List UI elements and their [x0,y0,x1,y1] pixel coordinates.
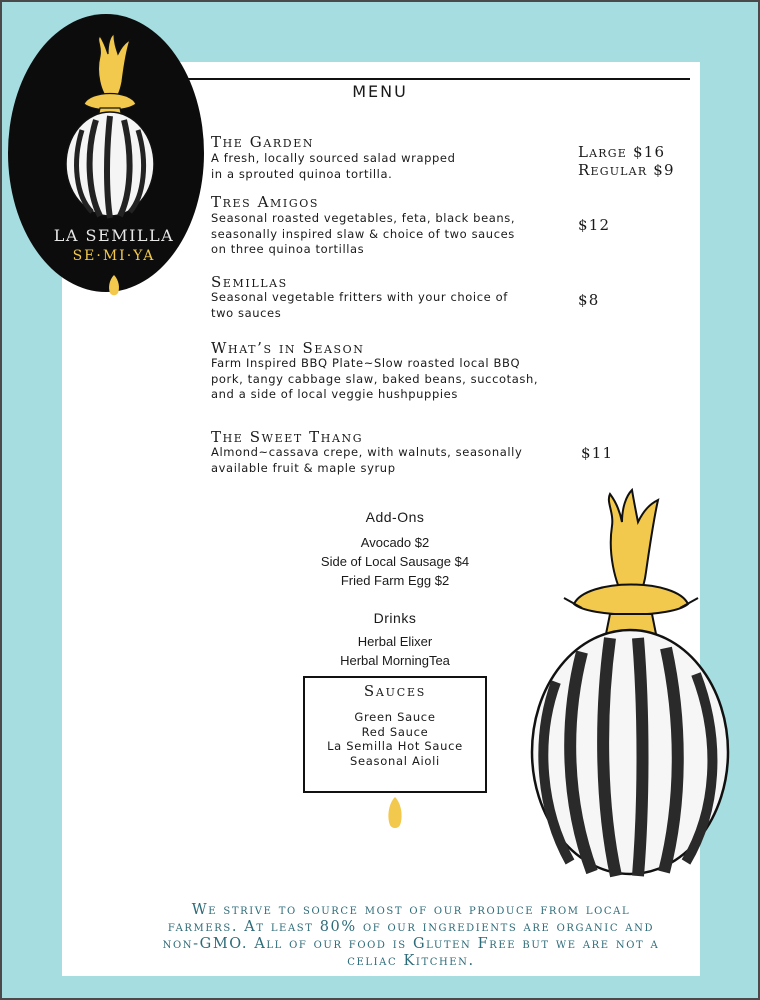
menu-title-rule [188,78,690,80]
item-name-whats-in-season: What’s in Season [211,339,365,357]
price-semillas: $8 [578,291,600,309]
drinks-title: Drinks [373,610,417,626]
description-line: two sauces [211,305,282,320]
price-regular: Regular $9 [578,161,675,179]
description-line: and a side of local veggie hushpuppies [211,387,458,401]
description-line: Seasonal roasted vegetables, feta, black beans, [211,211,516,225]
item-description-semillas [211,290,508,321]
item-description-tres-amigos [211,211,515,258]
logo [8,14,204,292]
sauce-item: Green Sauce [354,710,436,724]
menu-title: MENU [352,82,408,101]
sauce-item: Red Sauce [361,724,429,739]
item-name-the-garden: The Garden [211,133,315,151]
addon-item: Fried Farm Egg $2 [340,573,450,588]
footer-line: We strive to source most of our produce from local [191,902,631,918]
drink-item: Herbal Elixer [357,634,433,649]
item-name-semillas: Semillas [211,273,288,291]
addons-title: Add-Ons [365,509,425,525]
description-line: Farm Inspired BBQ Plate~Slow roasted local BBQ [211,356,521,370]
addons-section [300,509,490,590]
seed-icon [107,274,121,296]
price-tres-amigos: $12 [578,216,611,234]
footer-line: farmers. At least 80% of our ingredients are organic and [167,919,655,935]
price-large: Large $16 [578,143,666,161]
footer-note [62,902,760,970]
sauces-title: Sauces [363,682,427,700]
drink-item: Herbal MorningTea [340,653,450,668]
garlic-illustration-icon [526,482,736,880]
logo-name: LA SEMILLA [53,226,175,245]
description-line: pork, tangy cabbage slaw, baked beans, succotash, [211,371,539,386]
footer-line: celiac Kitchen. [347,953,475,969]
description-line: in a sprouted quinoa tortilla. [211,166,393,181]
item-name-tres-amigos: Tres Amigos [211,193,320,211]
description-line: Almond~cassava crepe, with walnuts, seasonally [211,445,523,459]
garlic-logo-icon [60,32,160,222]
addon-item: Avocado $2 [360,535,430,550]
item-description-the-sweet-thang [211,445,522,476]
description-line: on three quinoa tortillas [211,242,365,256]
logo-pronunciation: SE·MI·YA [72,248,156,264]
addon-item: Side of Local Sausage $4 [320,554,470,569]
seed-icon [386,796,404,830]
description-line: available fruit & maple syrup [211,460,396,475]
sauce-item: La Semilla Hot Sauce [327,739,463,753]
footer-line: non-GMO. All of our food is Gluten Free but we are not a [162,936,660,952]
price-the-sweet-thang: $11 [581,444,614,462]
description-line: seasonally inspired slaw & choice of two sauces [211,226,515,241]
item-name-the-sweet-thang: The Sweet Thang [211,428,364,446]
item-description-the-garden [211,151,456,182]
description-line: Seasonal vegetable fritters with your choice of [211,290,508,304]
sauces-box [303,676,487,793]
sauces-list [305,710,485,768]
drinks-section [300,610,490,670]
sauce-item: Seasonal Aioli [350,753,440,768]
description-line: A fresh, locally sourced salad wrapped [211,151,456,165]
item-description-whats-in-season [211,356,538,403]
